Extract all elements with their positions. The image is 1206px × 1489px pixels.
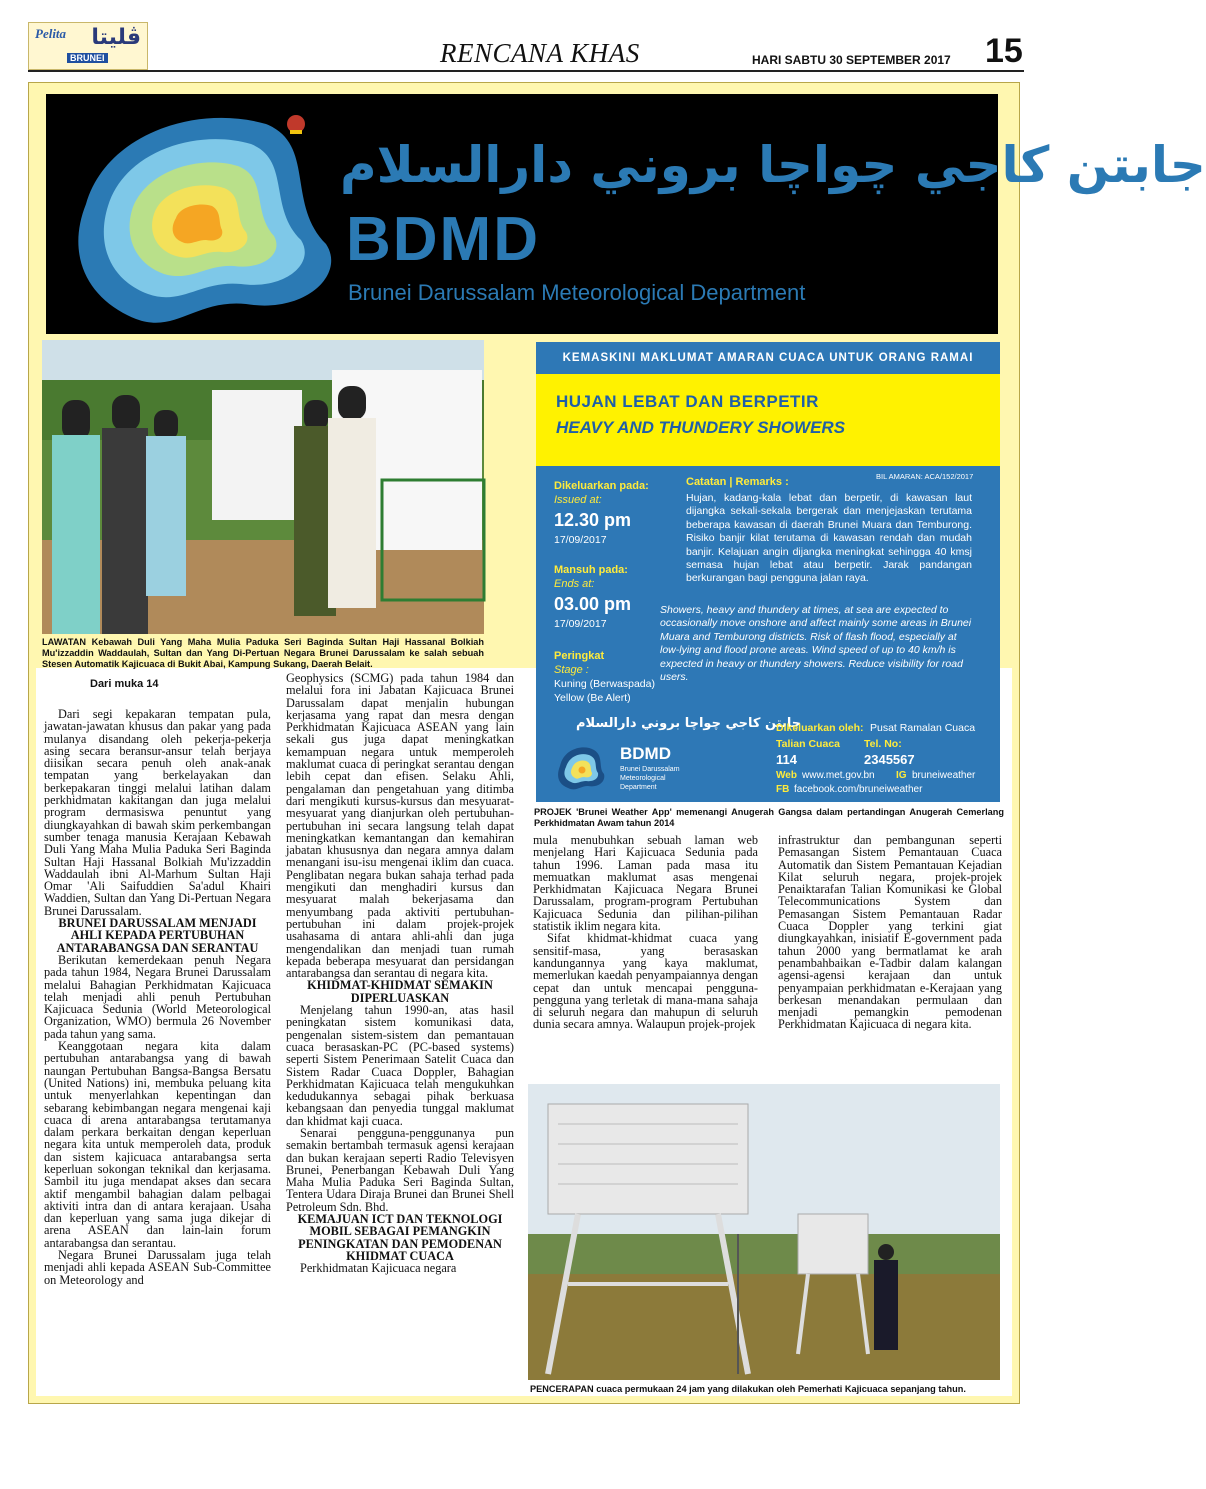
paragraph: infrastruktur dan pembangunan seperti Pemasangan Sistem Pemantauan Cuaca Automatik dan Sistem Pemantauan Kejadian Kilat seluruh negara, projek-projek Penaiktarafan Talian Komunikasi ke Global Telecommunications System dan Pemasangan Sistem Pemantauan Radar Cuaca Doppler yang terkini giat diungkayahkan, inisiatif E-government pada tahun 2000 yang bermatlamat ke arah penambahbaikan e-Tadbir dalam kalangan agensi-agensi kerajaan dan untuk penyampaian perkhidmatan e-Kerajaan yang berkesan menandakan permulaan dan menjadi pemangkin pemodenan Perkhidmatan Kajicuaca di negara kita. xyxy=(778,833,1002,1032)
fb-label: FB xyxy=(776,784,790,795)
subheading: KHIDMAT-KHIDMAT SEMAKIN DIPERLUASKAN xyxy=(307,978,493,1005)
paragraph: Keanggotaan negara kita dalam pertubuhan antarabangsa yang di bawah naungan Pertubuhan Bangsa-Bangsa Bersatu (United Nations) ini, membuka peluang kita untuk menyerlahkan kepentingan dan sebarang kebimbangan negara mengenai kaji cuaca di arena antarabangsa terutamanya dalam perkara berkaitan dengan keperluan negara kita untuk memperoleh data, produk dan sistem kajicuaca antarabangsa serta keperluan sokongan teknikal dan kerjasama. Sambil itu juga mendapat akses dan secara aktif mengambil bahagian dalam pelbagai aktiviti intra dan di antara kerajaan. Usaha dan keperluan yang sama juga dikejar di arena ASEAN dan lain-lain forum antarabangsa dan serantau. xyxy=(44,1039,271,1250)
warning-number: BIL AMARAN: ACA/152/2017 xyxy=(876,472,974,481)
issue-date: HARI SABTU 30 SEPTEMBER 2017 xyxy=(752,53,951,67)
warning-banner xyxy=(536,342,1000,374)
article-column-1 xyxy=(44,708,271,1286)
card-logo-sub3: Department xyxy=(620,784,657,791)
ig-label: IG xyxy=(896,770,907,781)
warning-banner-text: KEMASKINI MAKLUMAT AMARAN CUACA UNTUK ORANG RAMAI xyxy=(562,352,974,364)
section-title: RENCANA KHAS xyxy=(440,38,640,68)
remarks-label: Catatan | Remarks : xyxy=(686,476,789,488)
card-logo-jawi: جابتن كاجي چواچا بروني دارالسلام xyxy=(576,716,802,731)
hotline-number: 114 xyxy=(776,752,797,767)
logo-pelita-text: Pelita xyxy=(35,26,67,41)
paragraph: Berikutan kemerdekaan penuh Negara pada tahun 1984, Negara Brunei Darussalam melalui Bahagian Perkhidmatan Kajicuaca telah menjadi ahli penuh Pertubuhan Kajicuaca Sedunia (World Meteorological Organization, WMO) bermula 26 November pada tahun yang sama. xyxy=(44,952,271,1041)
banner-jawi-title: جابتن كاجي چواچا بروني دارالسلام xyxy=(340,136,1206,194)
subheading: KEMAJUAN ICT DAN TEKNOLOGI MOBIL SEBAGAI PEMANGKIN PENINGKATAN DAN PEMODENAN KHIDMAT CUACA xyxy=(297,1212,503,1263)
visit-photo xyxy=(42,340,484,634)
paragraph: Sifat khidmat-khidmat cuaca yang sensitif-masa, yang berasaskan kandungannya yang kaya maklumat, memerlukan kaedah penyampaiannya dengan cepat dan untuk mencapai pengguna-pengguna yang terletak di mana-mana sahaja di seluruh negara dan mahupun di seluruh dunia secara amnya. Walaupun projek-projek xyxy=(533,931,758,1032)
visit-photo-illustration xyxy=(42,340,484,634)
visit-photo-caption: LAWATAN Kebawah Duli Yang Maha Mulia Paduka Seri Baginda Sultan Haji Hassanal Bolkiah Mu'izzaddin Waddaulah, Sultan dan Yang Di-Pertuan Negara Brunei Darussalam ke salah sebuah Stesen Automatik Kajicuaca di Bukit Abai, Kampung Sukang, Daerah Belait. xyxy=(42,637,484,669)
issued-label: Dikeluarkan pada: xyxy=(554,480,649,492)
issued-label-english: Issued at: xyxy=(554,494,602,506)
web-label: Web xyxy=(776,770,797,781)
paragraph: mula menubuhkan sebuah laman web menjelang Hari Kajicuaca Sedunia pada tahun 1996. Laman pada masa itu memuatkan maklumat asas mengenai Perkhidmatan Kajicuaca Negara Brunei Darussalam, program-program Pertubuhan Kajicuaca Sedunia dan pilihan-pilihan statistik iklim negara kita. xyxy=(533,833,758,934)
issued-time: 12.30 pm xyxy=(554,510,632,530)
stage-label-english: Stage : xyxy=(554,664,589,676)
page-number: 15 xyxy=(985,32,1023,70)
article-column-4 xyxy=(778,834,1002,1031)
tel-label: Tel. No: xyxy=(864,738,902,750)
warning-title-english: HEAVY AND THUNDERY SHOWERS xyxy=(556,418,846,437)
hotline-label: Talian Cuaca xyxy=(776,738,840,750)
remarks-english: Showers, heavy and thundery at times, at sea are expected to occasionally move onshore and affect mainly some areas in Brunei Muara and Temburong districts. Risk of flash flood, especially at low-lying and flood prone areas. Wind speed of up to 40 km/h is expected in heavy or thundery showers. Reduce visibility for road users. xyxy=(660,604,972,684)
header-rule xyxy=(28,70,1024,72)
ends-date: 17/09/2017 xyxy=(554,618,607,630)
weather-warning-card xyxy=(536,342,1000,802)
issuer-label: Dikeluarkan oleh: xyxy=(776,722,864,734)
paragraph: Perkhidmatan Kajicuaca negara xyxy=(300,1261,457,1276)
card-logo-sub1: Brunei Darussalam xyxy=(620,766,680,773)
weather-station-caption: PENCERAPAN cuaca permukaan 24 jam yang dilakukan oleh Pemerhati Kajicuaca sepanjang tahun. xyxy=(530,1384,966,1394)
stage-malay: Kuning (Berwaspada) xyxy=(554,678,655,690)
weather-station-illustration xyxy=(528,1084,1000,1380)
card-bdmd-logo-icon xyxy=(554,742,608,792)
fb-link[interactable]: facebook.com/bruneiweather xyxy=(794,784,923,795)
logo-brunei-text: BRUNEI xyxy=(67,53,108,63)
remarks-malay: Hujan, kadang-kala lebat dan berpetir, di kawasan laut dijangka sekali-sekala bergerak dan menjejaskan terutama beberapa kawasan di daerah Brunei Muara dan Temburong. Risiko banjir kilat terutama di kawasan rendah dan mudah banjir. Kelajuan angin dijangka meningkat sehingga 40 kmsj semasa hujan lebat atau berpetir. Jarak pandangan berkurangan bagi pengguna jalan raya. xyxy=(686,492,972,585)
warning-title-malay: HUJAN LEBAT DAN BERPETIR xyxy=(556,392,819,411)
card-logo-acronym: BDMD xyxy=(620,744,671,763)
paragraph: Menjelang tahun 1990-an, atas hasil peningkatan sistem komunikasi data, pengenalan sistem-sistem dan pemantauan cuaca berasaskan-PC (PC-based systems) seperti Sistem Penerimaan Satelit Cuaca dan Sistem Radar Cuaca Doppler, Bahagian Perkhidmatan Kajicuaca telah mengukuhkan kedudukannya sebagai pihak berkuasa kebangsaan dan penyedia tunggal maklumat dan khidmat kaji cuaca. xyxy=(286,1003,514,1128)
stage-label: Peringkat xyxy=(554,650,605,662)
paragraph: Geophysics (SCMG) pada tahun 1984 dan melalui fora ini Jabatan Kajicuaca Brunei Darussalam dapat menjalin hubungan kerjasama yang rapat dan mesra dengan Perkhidmatan Kajicuaca ASEAN yang lain sekali gus juga dapat meningkatkan kemampuan negara untuk memperoleh maklumat cuaca di peringkat serantau dengan lebih cepat dan efisen. Selaku Ahli, pengalaman dan pengetahuan yang ditimba dari mengikuti kursus-kursus dan mesyuarat-mesyuarat yang dianjurkan oleh pertubuhan-pertubuhan ini secara langsung telah dapat meningkatkan kemantangan dan kemahiran jabatan khususnya dan negara amnya dalam menangani isu-isu mengenai iklim dan cuaca. Penglibatan negara bukan sahaja terhad pada mengikuti dan menghadiri kursus dan mesyuarat malah bekerjasama dan menyumbang pada aktiviti pertubuhan-pertubuhan ini dalam projek-projek usahasama di antara ahli-ahli dan juga mengendalikan dan menjadi tuan rumah kepada beberapa mesyuarat dan persidangan antarabangsa dan serantau di negara kita. xyxy=(286,671,514,981)
banner-department-name: Brunei Darussalam Meteorological Department xyxy=(348,280,806,305)
ig-handle[interactable]: bruneiweather xyxy=(912,770,976,781)
issued-date: 17/09/2017 xyxy=(554,534,607,546)
subheading: BRUNEI DARUSSALAM MENJADI AHLI KEPADA PERTUBUHAN ANTARABANGSA DAN SERANTAU xyxy=(56,916,259,955)
issuer-name: Pusat Ramalan Cuaca xyxy=(870,722,976,734)
continued-from: Dari muka 14 xyxy=(90,678,159,690)
ends-label-english: Ends at: xyxy=(554,578,595,590)
paragraph: Dari segi kepakaran tempatan pula, jawatan-jawatan khusus dan pakar yang pada mulanya disandang oleh pekerja-pekerja asing secara beransur-ansur telah berjaya diisikan secara penuh oleh anak-anak tempatan yang berkelayakan dan berkepakaran tinggi melalui latihan dalam perkhidmatan kakitangan dan juga melalui program dermasiswa penuntut yang diungkayahkan di bawah skim perkembangan sumber tenaga manusia Kerajaan Kebawah Duli Yang Maha Mulia Paduka Seri Baginda Sultan Haji Hassanal Bolkiah Mu'izzaddin Waddaulah ibni Al-Marhum Sultan Haji Omar 'Ali Saifuddien Sa'adul Khairi Waddien, Sultan dan Yang Di-Pertuan Negara Brunei Darussalam. xyxy=(44,707,271,918)
paragraph: Negara Brunei Darussalam juga telah menjadi ahli kepada ASEAN Sub-Committee on Meteorology and xyxy=(44,1248,271,1287)
tel-number: 2345567 xyxy=(864,752,915,767)
bdmd-banner xyxy=(46,94,1206,334)
ends-label: Mansuh pada: xyxy=(554,564,628,576)
weather-station-photo xyxy=(528,1084,1000,1380)
banner-acronym: BDMD xyxy=(346,205,540,274)
article-column-2 xyxy=(286,672,514,1275)
masthead-logo xyxy=(28,22,148,70)
logo-jawi-text: ڤليتا xyxy=(91,25,141,50)
web-link[interactable]: www.met.gov.bn xyxy=(802,770,875,781)
weather-app-caption: PROJEK 'Brunei Weather App' memenangi Anugerah Gangsa dalam pertandingan Anugerah Cemerlang Perkhidmatan Awam tahun 2014 xyxy=(534,807,1004,828)
card-logo-sub2: Meteorological xyxy=(620,775,666,782)
ends-time: 03.00 pm xyxy=(554,594,632,614)
stage-english: Yellow (Be Alert) xyxy=(554,692,631,704)
paragraph: Senarai pengguna-penggunanya pun semakin bertambah termasuk agensi kerajaan dan bukan kerajaan seperti Radio Televisyen Brunei, Penerbangan Kebawah Duli Yang Maha Mulia Paduka Seri Baginda Sultan, Tentera Udara Diraja Brunei dan Brunei Shell Petroleum Sdn. Bhd. xyxy=(286,1125,514,1214)
article-column-3 xyxy=(533,834,758,1031)
